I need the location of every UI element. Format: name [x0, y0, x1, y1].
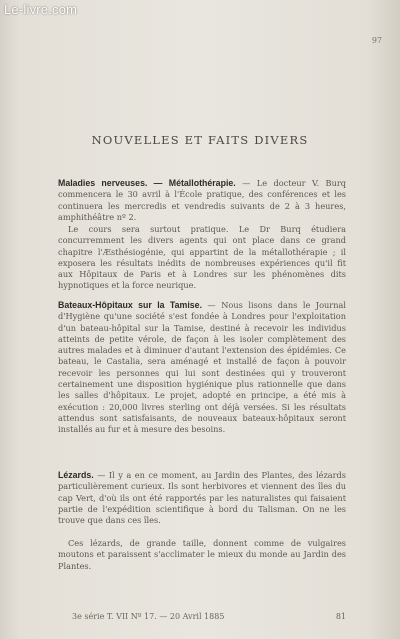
section-maladies-nerveuses — [58, 178, 346, 223]
section-body: — Le docteur V. Burq commencera le 30 avril à l'École pratique, des conférences et les continuera les mercredis et vendredis suivants de 2 à 3 heures, amphithéâtre nº 2. — [58, 178, 346, 222]
section-lezards-continued — [58, 538, 346, 572]
corner-mark: 97 — [371, 36, 382, 45]
section-body: — Il y a en ce moment, au Jardin des Plantes, des lézards particulièrement curieux. Ils sont herbivores et viennent des îles du cap Vert, d'où ils ont été rapportés par les naturalistes qui faisaient partie de l'expédition scientifique à bord du Talisman. On ne les trouve que dans ces îles. — [58, 470, 346, 526]
page-number: 81 — [335, 612, 346, 621]
section-heading: Bateaux-Hôpitaux sur la Tamise. — [58, 300, 203, 310]
section-heading: Lézards. — [58, 470, 94, 480]
footer-series: 3e série T. VII Nº 17. — 20 Avril 1885 — [72, 612, 225, 621]
section-lezards — [58, 470, 346, 526]
section-maladies-nerveuses-continued — [58, 224, 346, 292]
section-body: Le cours sera surtout pratique. Le Dr Burq étudiera concurremment les divers agents qui ont place dans ce grand chapitre l'Æsthésiogénie, qui appartint de la métallothérapie ; il exposera les résultats inédits de nombreuses expériences qu'il fit aux Hôpitaux de Paris et à Londres sur les phénomènes dits hypnotiques et la force neurique. — [58, 224, 346, 291]
section-heading: Maladies nerveuses. — Métallothérapie. — [58, 178, 236, 188]
watermark-logo: Le-livre.com — [4, 2, 78, 17]
section-bateaux-hopitaux — [58, 300, 346, 436]
section-body: Ces lézards, de grande taille, donnent comme de vulgaires moutons et paraissent s'acclimater le mieux du monde au Jardin des Plantes. — [58, 538, 346, 571]
page-footer — [58, 612, 346, 621]
section-body: — Nous lisons dans le Journal d'Hygiène qu'une société s'est fondée à Londres pour l'exploitation d'un bateau-hôpital sur la Tamise, destiné à recevoir les individus atteints de petite vérole, de façon à les isoler complètement des autres malades et à diminuer d'autant l'extension des épidémies. Ce bateau, le Castalia, sera aménagé et installé de façon à pouvoir recevoir les personnes qui lui sont destinées qui y trouveront certainement une disposition hygiénique plus rationnelle que dans les salles d'hôpitaux. Le projet, adopté en principe, a été mis à exécution : 20,000 livres sterling ont déjà versées. Si les résultats attendus sont satisfaisants, de nouveaux bateaux-hôpitaux seront installés au fur et à mesure des besoins. — [58, 300, 346, 435]
page-title: NOUVELLES ET FAITS DIVERS — [91, 133, 309, 147]
